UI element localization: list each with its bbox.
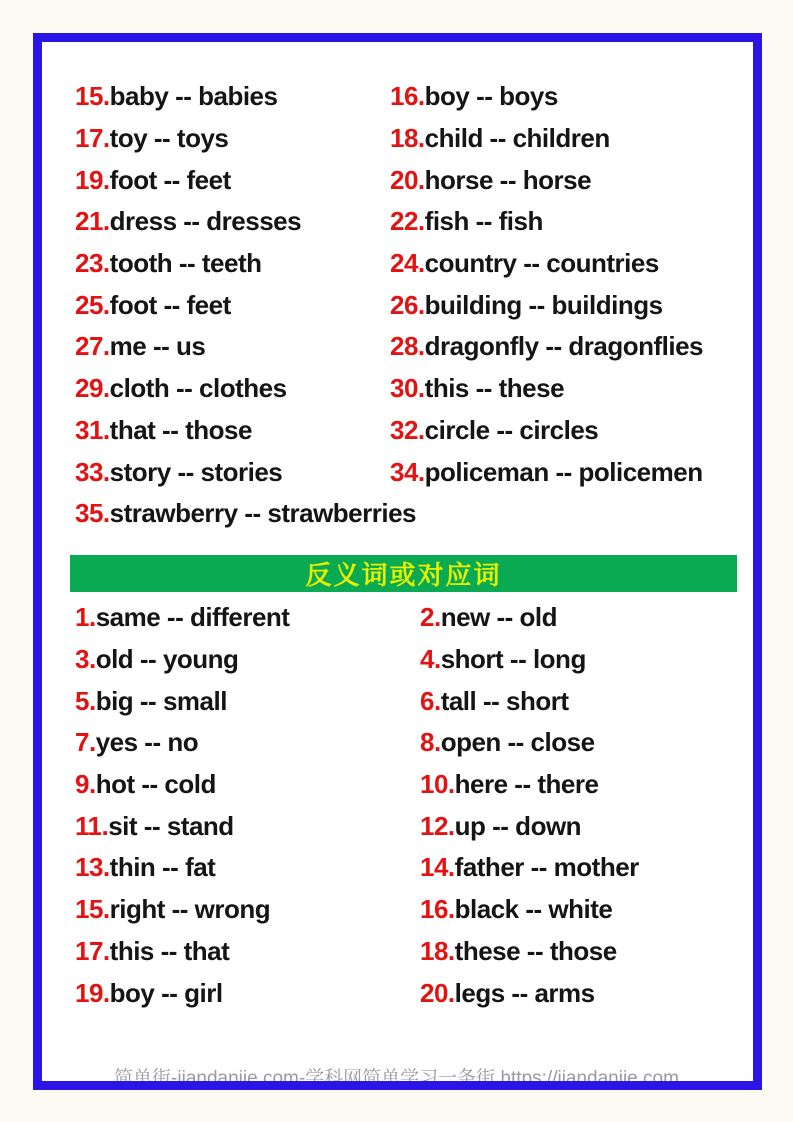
item-number: 5. (75, 685, 96, 716)
item-text: cloth -- clothes (109, 373, 287, 404)
item-number: 24. (390, 248, 425, 279)
item-number: 17. (75, 935, 110, 966)
item-text: boy -- boys (424, 81, 558, 112)
item-number: 33. (75, 456, 110, 487)
item-text: open -- close (440, 727, 595, 758)
item-text: yes -- no (95, 727, 199, 758)
item-text: story -- stories (109, 456, 283, 487)
page-border-frame (33, 33, 762, 1090)
item-text: horse -- horse (424, 164, 592, 195)
item-text: dragonfly -- dragonflies (424, 331, 703, 362)
item-number: 30. (390, 373, 425, 404)
item-text: tall -- short (440, 685, 569, 716)
item-number: 15. (75, 894, 110, 925)
item-number: 1. (75, 602, 96, 633)
item-text: father -- mother (454, 852, 639, 883)
item-number: 9. (75, 769, 96, 800)
item-number: 32. (390, 414, 425, 445)
item-text: dress -- dresses (109, 206, 302, 237)
item-text: hot -- cold (95, 769, 216, 800)
item-number: 31. (75, 414, 110, 445)
item-number: 16. (390, 81, 425, 112)
item-number: 21. (75, 206, 110, 237)
item-text: me -- us (109, 331, 206, 362)
item-number: 19. (75, 164, 110, 195)
item-number: 2. (420, 602, 441, 633)
item-text: new -- old (440, 602, 558, 633)
item-number: 4. (420, 644, 441, 675)
item-number: 17. (75, 123, 110, 154)
item-text: right -- wrong (109, 894, 271, 925)
item-number: 3. (75, 644, 96, 675)
item-number: 27. (75, 331, 110, 362)
item-number: 11. (75, 810, 109, 841)
item-text: this -- that (109, 935, 230, 966)
item-text: same -- different (95, 602, 290, 633)
item-number: 8. (420, 727, 441, 758)
item-text: thin -- fat (109, 852, 216, 883)
item-text: building -- buildings (424, 289, 663, 320)
item-number: 29. (75, 373, 110, 404)
item-number: 12. (420, 810, 455, 841)
item-number: 25. (75, 289, 110, 320)
item-number: 22. (390, 206, 425, 237)
item-text: country -- countries (424, 248, 659, 279)
item-number: 16. (420, 894, 455, 925)
item-text: short -- long (440, 644, 586, 675)
item-text: strawberry -- strawberries (109, 498, 417, 529)
item-text: foot -- feet (109, 289, 231, 320)
item-text: that -- those (109, 414, 252, 445)
watermark-text: 简单街-jiandanjie.com-学科网简单学习一条街 https://jiandanjie.com (114, 1068, 679, 1089)
item-text: legs -- arms (454, 977, 595, 1008)
item-text: this -- these (424, 373, 565, 404)
item-number: 18. (420, 935, 455, 966)
item-text: baby -- babies (109, 81, 278, 112)
item-text: fish -- fish (424, 206, 543, 237)
item-number: 34. (390, 456, 425, 487)
item-number: 6. (420, 685, 441, 716)
item-number: 18. (390, 123, 425, 154)
item-number: 20. (390, 164, 425, 195)
item-number: 19. (75, 977, 110, 1008)
item-text: child -- children (424, 123, 610, 154)
item-number: 7. (75, 727, 96, 758)
item-text: up -- down (454, 810, 582, 841)
item-number: 26. (390, 289, 425, 320)
item-text: these -- those (454, 935, 617, 966)
item-text: black -- white (454, 894, 613, 925)
item-number: 13. (75, 852, 110, 883)
item-number: 20. (420, 977, 455, 1008)
item-text: old -- young (95, 644, 239, 675)
item-text: policeman -- policemen (424, 456, 703, 487)
item-number: 10. (420, 769, 455, 800)
item-number: 23. (75, 248, 110, 279)
item-text: boy -- girl (109, 977, 223, 1008)
item-text: circle -- circles (424, 414, 599, 445)
item-text: here -- there (454, 769, 599, 800)
item-text: toy -- toys (109, 123, 229, 154)
item-number: 35. (75, 498, 110, 529)
item-number: 28. (390, 331, 425, 362)
item-text: big -- small (95, 685, 227, 716)
item-number: 14. (420, 852, 455, 883)
item-text: foot -- feet (109, 164, 231, 195)
item-text: sit -- stand (108, 810, 234, 841)
item-number: 15. (75, 81, 110, 112)
section-header-title: 反义词或对应词 (305, 560, 502, 590)
item-text: tooth -- teeth (109, 248, 262, 279)
